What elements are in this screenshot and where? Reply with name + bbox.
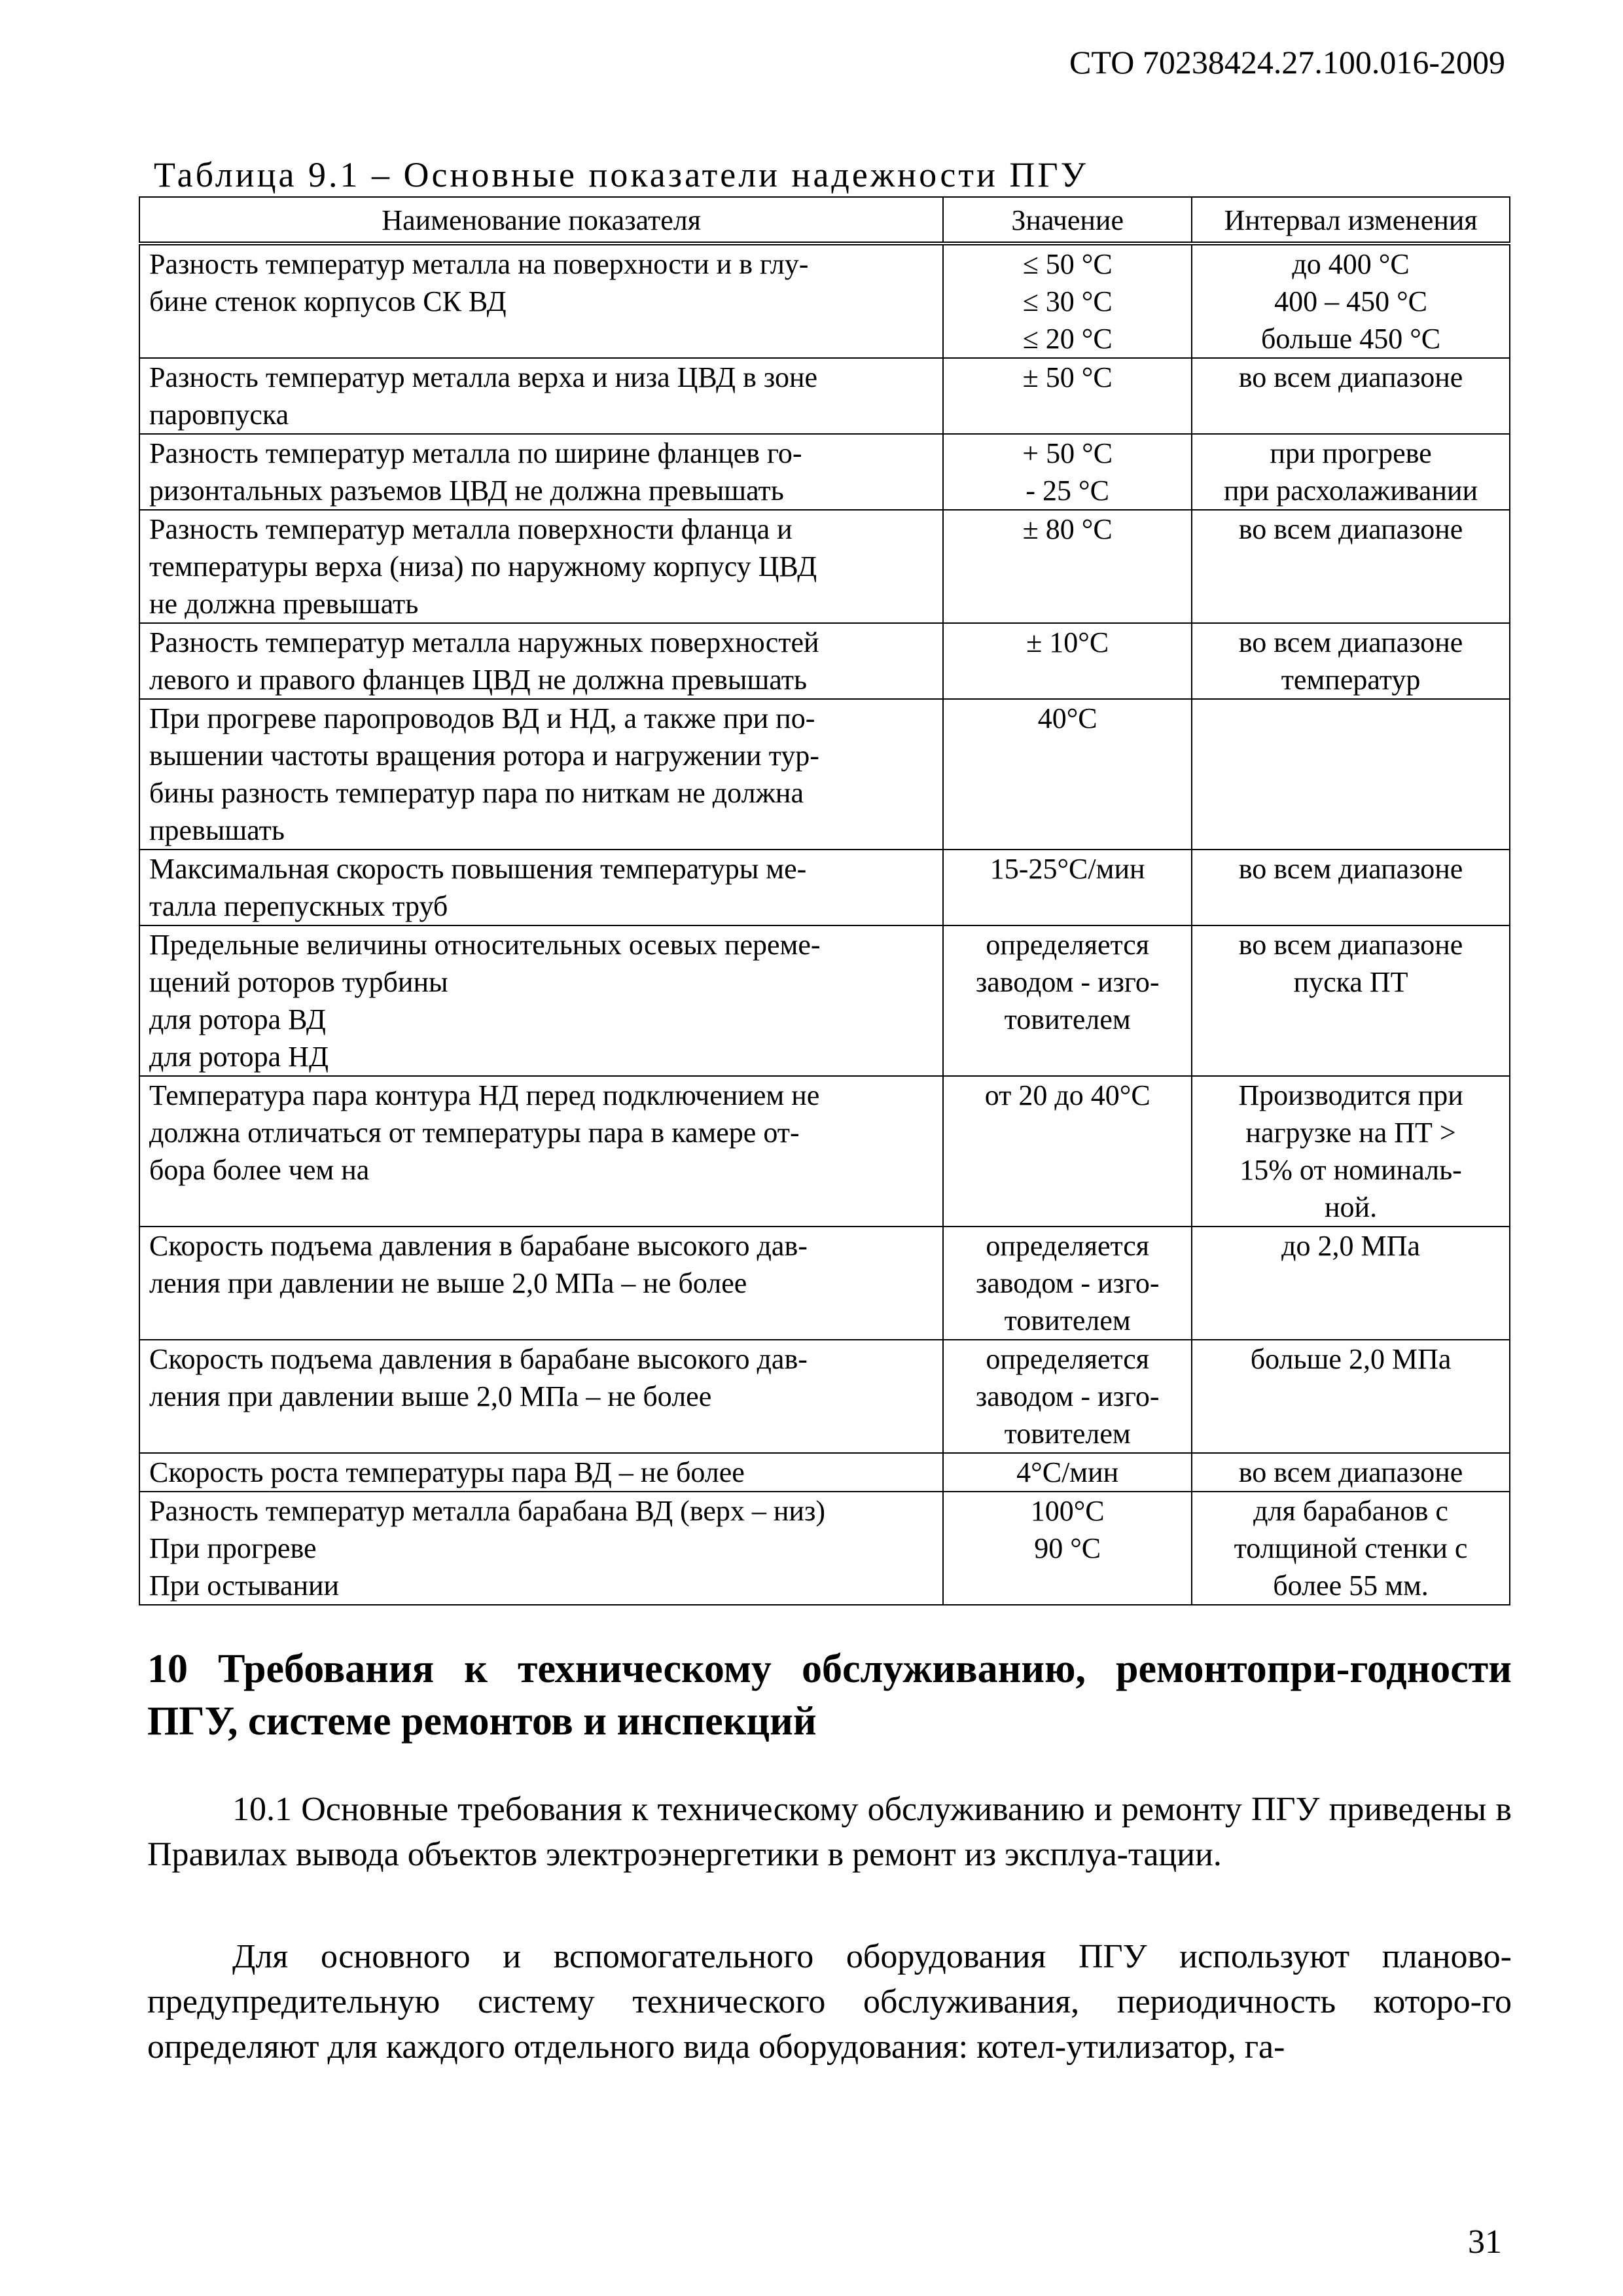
range-cell — [1192, 699, 1510, 850]
value-cell-line: ≤ 50 °С — [1022, 248, 1113, 280]
value-cell-line: ≤ 20 °С — [1022, 323, 1113, 355]
indicator-name-cell-line: для ротора ВД — [149, 1003, 326, 1035]
value-cell — [943, 358, 1192, 434]
value-cell-line: определяется — [986, 1230, 1150, 1262]
indicator-name-cell-line: талла перепускных труб — [149, 890, 448, 922]
indicator-name-cell-line: Предельные величины относительных осевых переме- — [149, 929, 821, 961]
value-cell — [943, 243, 1192, 358]
paragraph-10-1 — [147, 1787, 1512, 1877]
range-cell-line: во всем диапазоне — [1238, 853, 1463, 885]
range-cell — [1192, 623, 1510, 699]
indicator-name-cell — [139, 1453, 943, 1492]
value-cell — [943, 925, 1192, 1076]
value-cell — [943, 1227, 1192, 1340]
paragraph-maintenance-system — [147, 1934, 1512, 2070]
indicator-name-cell-line: для ротора НД — [149, 1041, 329, 1073]
value-cell-line: - 25 °С — [1026, 475, 1109, 507]
range-cell-line: толщиной стенки с — [1234, 1532, 1468, 1564]
value-cell — [943, 434, 1192, 510]
indicator-name-cell-line: Скорость роста температуры пара ВД – не более — [149, 1456, 745, 1488]
indicator-name-cell-line: При прогреве — [149, 1532, 317, 1564]
column-header-range: Интервал изменения — [1192, 197, 1510, 243]
range-cell-line: во всем диапазоне — [1238, 1456, 1463, 1488]
table-row — [139, 925, 1510, 1076]
range-cell-line: Производится при — [1238, 1079, 1463, 1111]
paragraph-maintenance-system-text: Для основного и вспомогательного оборудования ПГУ используют планово-предупредительную систему технического обслуживания, периодичность которо-го определяют для каждого отдельного вида оборудования: котел-утилизатор, га- — [147, 1938, 1512, 2066]
table-row — [139, 1453, 1510, 1492]
indicator-name-cell — [139, 623, 943, 699]
indicator-name-cell — [139, 243, 943, 358]
range-cell-line: больше 450 °С — [1260, 323, 1441, 355]
value-cell — [943, 699, 1192, 850]
table-caption: Таблица 9.1 – Основные показатели надежности ПГУ — [154, 155, 1088, 194]
indicator-name-cell-line: Температура пара контура НД перед подключением не — [149, 1079, 820, 1111]
indicator-name-cell-line: должна отличаться от температуры пара в камере от- — [149, 1117, 800, 1149]
table-row — [139, 434, 1510, 510]
value-cell-line: 15-25°С/мин — [990, 853, 1145, 885]
table-row — [139, 1076, 1510, 1227]
range-cell-line: ной. — [1325, 1191, 1378, 1223]
indicator-name-cell-line: При прогреве паропроводов ВД и НД, а также при по- — [149, 702, 815, 734]
range-cell-line: во всем диапазоне — [1238, 626, 1463, 658]
indicator-name-cell — [139, 510, 943, 623]
indicator-name-cell-line: ления при давлении выше 2,0 МПа – не более — [149, 1380, 712, 1412]
range-cell-line: при расхолаживании — [1223, 475, 1478, 507]
range-cell-line: больше 2,0 МПа — [1250, 1343, 1452, 1375]
table-row — [139, 699, 1510, 850]
range-cell — [1192, 358, 1510, 434]
table-body — [139, 243, 1510, 1605]
column-header-value: Значение — [943, 197, 1192, 243]
table-row — [139, 243, 1510, 358]
indicator-name-cell — [139, 699, 943, 850]
reliability-table — [139, 196, 1510, 1605]
range-cell — [1192, 1453, 1510, 1492]
value-cell-line: 40°С — [1037, 702, 1097, 734]
value-cell — [943, 1076, 1192, 1227]
range-cell-line: для барабанов с — [1253, 1495, 1448, 1527]
indicator-name-cell — [139, 1227, 943, 1340]
value-cell-line: заводом - изго- — [975, 966, 1160, 998]
section-heading: 10 Требования к техническому обслуживанию, ремонтопри-годности ПГУ, системе ремонтов и инспекций — [147, 1647, 1512, 1744]
range-cell — [1192, 243, 1510, 358]
range-cell-line: более 55 мм. — [1273, 1570, 1429, 1602]
range-cell-line: 400 – 450 °С — [1274, 285, 1428, 317]
indicator-name-cell-line: паровпуска — [149, 399, 289, 431]
document-code: СТО 70238424.27.100.016-2009 — [1069, 44, 1505, 81]
table-row — [139, 510, 1510, 623]
range-cell — [1192, 434, 1510, 510]
range-cell — [1192, 1492, 1510, 1605]
value-cell-line: ± 80 °С — [1022, 513, 1113, 545]
value-cell-line: ± 10°С — [1026, 626, 1109, 658]
indicator-name-cell-line: Разность температур металла по ширине фланцев го- — [149, 437, 802, 469]
indicator-name-cell — [139, 925, 943, 1076]
range-cell-line: температур — [1281, 664, 1421, 696]
page-number: 31 — [1468, 2223, 1502, 2261]
indicator-name-cell — [139, 1340, 943, 1453]
indicator-name-cell-line: бора более чем на — [149, 1154, 370, 1186]
indicator-name-cell-line: бине стенок корпусов СК ВД — [149, 285, 507, 317]
value-cell-line: заводом - изго- — [975, 1380, 1160, 1412]
indicator-name-cell-line: ления при давлении не выше 2,0 МПа – не более — [149, 1267, 747, 1299]
value-cell-line: определяется — [986, 929, 1150, 961]
indicator-name-cell-line: превышать — [149, 814, 285, 846]
indicator-name-cell-line: Разность температур металла поверхности фланца и — [149, 513, 793, 545]
indicator-name-cell — [139, 434, 943, 510]
range-cell — [1192, 510, 1510, 623]
range-cell — [1192, 1227, 1510, 1340]
paragraph-10-1-text: 10.1 Основные требования к техническому обслуживанию и ремонту ПГУ приведены в Правилах вывода объектов электроэнергетики в ремонт из эксплуа-тации. — [147, 1791, 1512, 1873]
value-cell-line: 90 °С — [1034, 1532, 1101, 1564]
indicator-name-cell-line: температуры верха (низа) по наружному корпусу ЦВД — [149, 550, 817, 583]
indicator-name-cell-line: Скорость подъема давления в барабане высокого дав- — [149, 1230, 808, 1262]
table-row — [139, 1492, 1510, 1605]
value-cell-line: товителем — [1004, 1304, 1131, 1336]
value-cell — [943, 1453, 1192, 1492]
range-cell — [1192, 925, 1510, 1076]
indicator-name-cell-line: Скорость подъема давления в барабане высокого дав- — [149, 1343, 808, 1375]
value-cell-line: заводом - изго- — [975, 1267, 1160, 1299]
value-cell-line: определяется — [986, 1343, 1150, 1375]
range-cell — [1192, 850, 1510, 925]
value-cell — [943, 510, 1192, 623]
value-cell-line: 100°С — [1030, 1495, 1105, 1527]
table-header-row — [139, 197, 1510, 243]
range-cell-line: до 400 °С — [1292, 248, 1410, 280]
indicator-name-cell-line: ризонтальных разъемов ЦВД не должна превышать — [149, 475, 784, 507]
indicator-name-cell — [139, 1076, 943, 1227]
range-cell-line: до 2,0 МПа — [1281, 1230, 1420, 1262]
value-cell — [943, 850, 1192, 925]
indicator-name-cell-line: вышении частоты вращения ротора и нагружении тур- — [149, 740, 819, 772]
indicator-name-cell-line: Разность температур металла верха и низа ЦВД в зоне — [149, 361, 818, 393]
indicator-name-cell — [139, 1492, 943, 1605]
indicator-name-cell-line: Разность температур металла барабана ВД (верх – низ) — [149, 1495, 826, 1527]
table-row — [139, 850, 1510, 925]
range-cell-line: при прогреве — [1270, 437, 1432, 469]
indicator-name-cell-line: При остывании — [149, 1570, 340, 1602]
table-row — [139, 1340, 1510, 1453]
value-cell-line: 4°С/мин — [1016, 1456, 1119, 1488]
range-cell — [1192, 1076, 1510, 1227]
range-cell-line: во всем диапазоне — [1238, 513, 1463, 545]
range-cell-line: во всем диапазоне — [1238, 929, 1463, 961]
table-row — [139, 623, 1510, 699]
indicator-name-cell-line: Разность температур металла на поверхности и в глу- — [149, 248, 809, 280]
value-cell-line: товителем — [1004, 1003, 1131, 1035]
indicator-name-cell-line: Максимальная скорость повышения температуры ме- — [149, 853, 807, 885]
indicator-name-cell-line: левого и правого фланцев ЦВД не должна превышать — [149, 664, 808, 696]
indicator-name-cell-line: не должна превышать — [149, 588, 419, 620]
value-cell — [943, 623, 1192, 699]
value-cell-line: товителем — [1004, 1418, 1131, 1450]
range-cell-line: во всем диапазоне — [1238, 361, 1463, 393]
range-cell-line: нагрузке на ПТ > — [1245, 1117, 1456, 1149]
range-cell — [1192, 1340, 1510, 1453]
indicator-name-cell-line: Разность температур металла наружных поверхностей — [149, 626, 819, 658]
value-cell-line: + 50 °С — [1022, 437, 1113, 469]
value-cell — [943, 1340, 1192, 1453]
table-row — [139, 358, 1510, 434]
value-cell-line: ± 50 °С — [1022, 361, 1113, 393]
indicator-name-cell-line: бины разность температур пара по ниткам не должна — [149, 777, 804, 809]
indicator-name-cell — [139, 358, 943, 434]
value-cell — [943, 1492, 1192, 1605]
indicator-name-cell — [139, 850, 943, 925]
column-header-name: Наименование показателя — [139, 197, 943, 243]
value-cell-line: ≤ 30 °С — [1022, 285, 1113, 317]
range-cell-line: 15% от номиналь- — [1240, 1154, 1462, 1186]
range-cell-line: пуска ПТ — [1293, 966, 1408, 998]
value-cell-line: от 20 до 40°С — [984, 1079, 1150, 1111]
indicator-name-cell-line: щений роторов турбины — [149, 966, 448, 998]
table-row — [139, 1227, 1510, 1340]
